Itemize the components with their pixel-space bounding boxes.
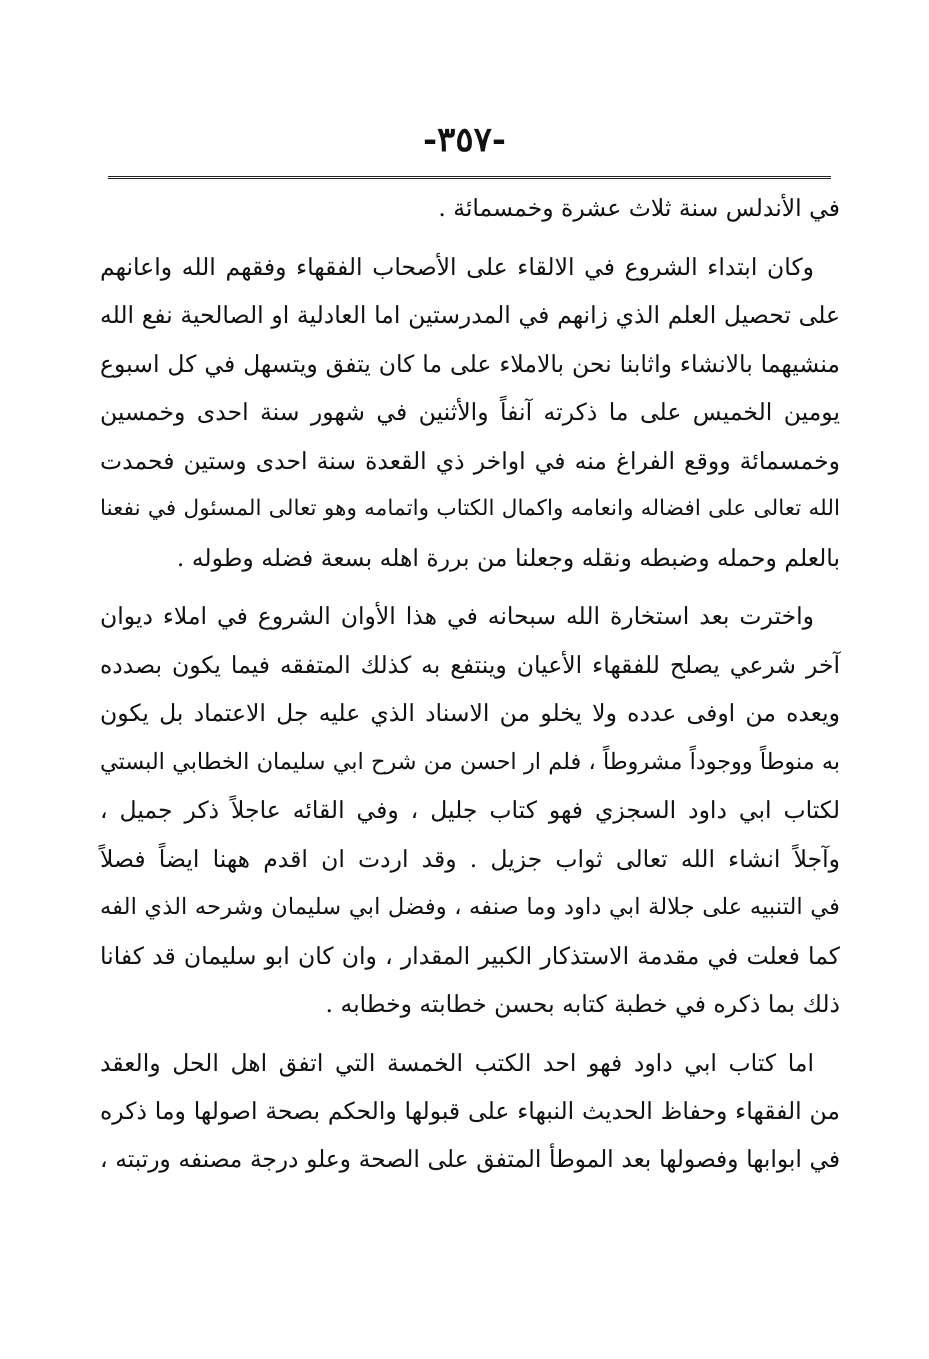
text-line: ويعده من اوفى عدده ولا يخلو من الاسناد الذي عليه جل الاعتماد بل يكون — [100, 699, 840, 727]
paragraph-2 — [100, 243, 840, 583]
text-line: في التنبيه على جلالة ابي داود وما صنفه ، وفضل ابي سليمان وشرحه الذي الفه — [100, 894, 840, 920]
text-line: لكتاب ابي داود السجزي فهو كتاب جليل ، وفي القائه عاجلاً ذكر جميل ، — [100, 796, 840, 824]
text-line: وكان ابتداء الشروع في الالقاء على الأصحاب الفقهاء وفقهم الله واعانهم — [100, 252, 814, 281]
text-line: به منوطاً ووجوداً مشروطاً ، فلم ار احسن من شرح ابي سليمان الخطابي البستي — [100, 748, 840, 775]
paragraph-4 — [100, 1039, 840, 1185]
paragraph-3 — [100, 592, 840, 1029]
text-line: في ابوابها وفصولها بعد الموطأ المتفق على الصحة وعلو درجة مصنفه ورتبته ، — [100, 1145, 840, 1173]
paragraph-gap — [100, 233, 840, 243]
header-rule — [108, 176, 831, 179]
text-line: بالعلم وحمله وضبطه ونقله وجعلنا من بررة اهله بسعة فضله وطوله . — [176, 543, 840, 572]
text-line: يومين الخميس على ما ذكرته آنفاً والأثنين في شهور سنة احدى وخمسين — [100, 398, 840, 426]
text-line: من الفقهاء وحفاظ الحديث النبهاء على قبولها والحكم بصحة اصولها وما ذكره — [100, 1097, 840, 1125]
paragraph-gap — [100, 1029, 840, 1039]
text-line: اما كتاب ابي داود فهو احد الكتب الخمسة التي اتفق اهل الحل والعقد — [100, 1048, 814, 1077]
text-line: على تحصيل العلم الذي زانهم في المدرستين اما العادلية او الصالحية نفع الله — [100, 301, 840, 329]
text-line: ذلك بما ذكره في خطبة كتابه بحسن خطابته وخطابه . — [325, 990, 840, 1018]
paragraph-1 — [100, 184, 840, 233]
text-line: كما فعلت في مقدمة الاستذكار الكبير المقدار ، وان كان ابو سليمان قد كفانا — [100, 941, 840, 970]
text-line: وخمسمائة ووقع الفراغ منه في اواخر ذي القعدة سنة احدى وستين فحمدت — [100, 446, 840, 475]
text-line: واخترت بعد استخارة الله سبحانه في هذا الأوان الشروع في املاء ديوان — [100, 602, 814, 630]
page-number: -٣٥٧- — [422, 120, 507, 160]
text-line: في الأندلس سنة ثلاث عشرة وخمسمائة . — [438, 194, 840, 222]
text-line: آخر شرعي يصلح للفقهاء الأعيان وينتفع به كذلك المتفقه فيما يكون بصدده — [100, 650, 840, 679]
text-line: وآجلاً انشاء الله تعالى ثواب جزيل . وقد اردت ان اقدم ههنا ايضاً فصلاً — [100, 844, 840, 873]
text-line: منشيهما بالانشاء واثابنا نحن بالاملاء على ما كان يتفق ويتسهل في كل اسبوع — [100, 349, 840, 378]
body-text — [100, 184, 840, 1184]
paragraph-gap — [100, 582, 840, 592]
text-line: الله تعالى على افضاله وانعامه واكمال الكتاب واتمامه وهو تعالى المسئول في نفعنا — [100, 496, 840, 521]
